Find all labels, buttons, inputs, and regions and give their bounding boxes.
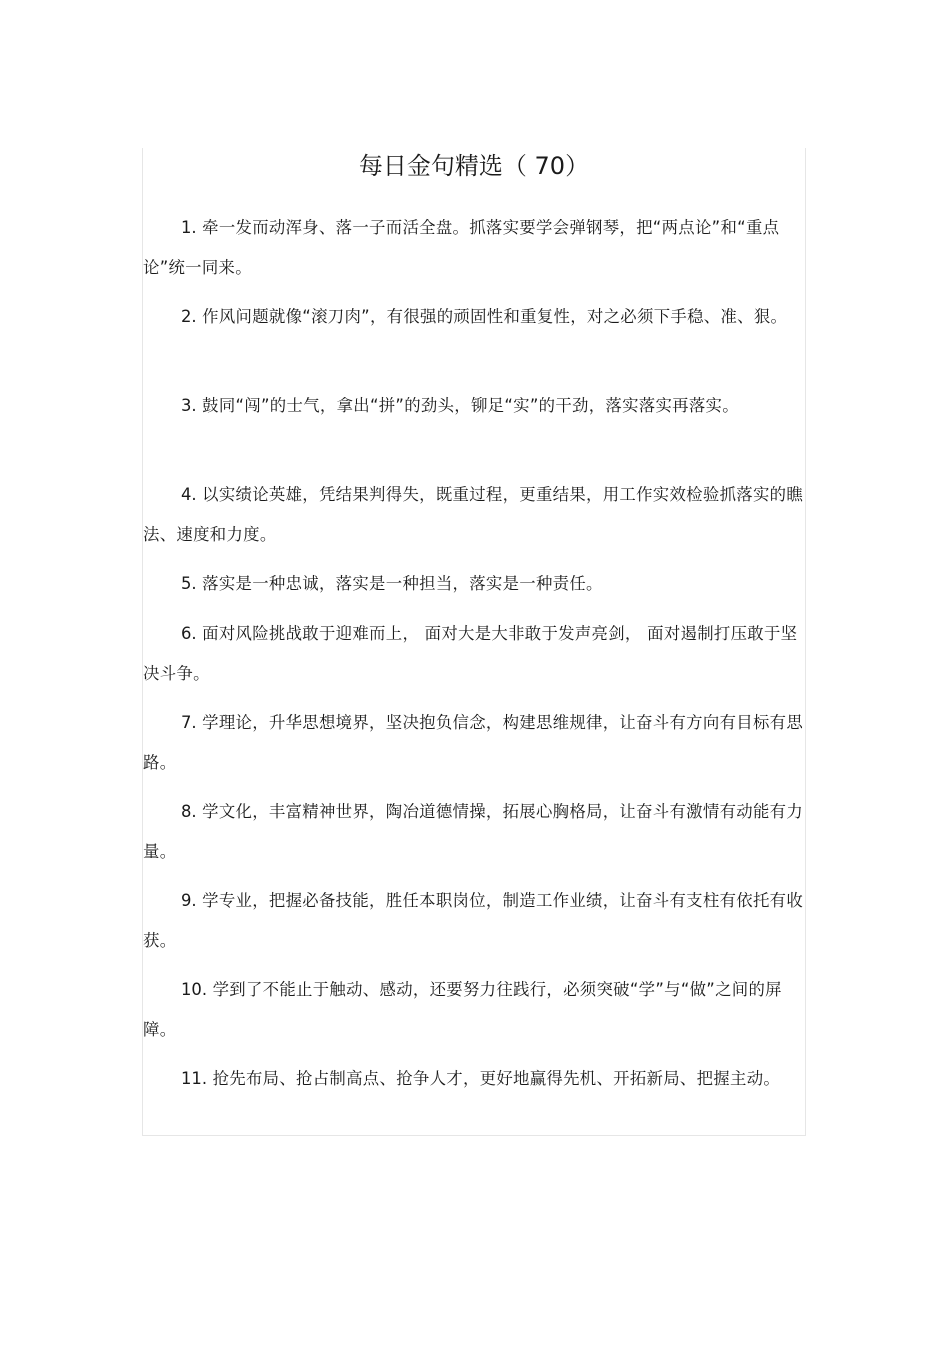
- quote-number: 6.: [181, 624, 197, 643]
- quote-number: 1.: [181, 218, 197, 237]
- quote-item: [143, 297, 808, 337]
- quote-item: [143, 792, 808, 872]
- quote-text: 面对风险挑战敢于迎难而上， 面对大是大非敢于发声亮剑， 面对遏制打压敢于坚决斗争。: [143, 624, 798, 683]
- quote-text: 抢先布局、抢占制高点、抢争人才，更好地赢得先机、开拓新局、把握主动。: [212, 1069, 781, 1088]
- quote-text: 牵一发而动浑身、落一子而活全盘。抓落实要学会弹钢琴，把“两点论”和“重点论”统一同来。: [143, 218, 780, 277]
- quote-number: 10.: [181, 980, 208, 999]
- quote-number: 9.: [181, 891, 197, 910]
- quote-item: [143, 703, 808, 783]
- quote-item: [143, 208, 808, 288]
- quote-number: 7.: [181, 713, 197, 732]
- quote-text: 落实是一种忠诚，落实是一种担当，落实是一种责任。: [202, 574, 603, 593]
- quote-text: 学专业，把握必备技能，胜任本职岗位，制造工作业绩，让奋斗有支柱有依托有收获。: [143, 891, 804, 950]
- quote-text: 作风问题就像“滚刀肉”，有很强的顽固性和重复性，对之必须下手稳、准、狠。: [202, 307, 788, 326]
- quote-item: [143, 386, 808, 426]
- document-title: 每日金句精选（ 70）: [358, 152, 590, 180]
- quote-text: 学到了不能止于触动、感动，还要努力往践行，必须突破“学”与“做”之间的屏障。: [143, 980, 782, 1039]
- quote-item: [143, 1059, 808, 1099]
- quote-item: [143, 475, 808, 555]
- quote-number: 4.: [181, 485, 197, 504]
- quote-text: 学理论，升华思想境界，坚决抱负信念，构建思维规律，让奋斗有方向有目标有思路。: [143, 713, 804, 772]
- quote-text: 学文化，丰富精神世界，陶冶道德情操，拓展心胸格局，让奋斗有激情有动能有力量。: [143, 802, 804, 861]
- quote-item: [143, 564, 808, 604]
- quote-number: 8.: [181, 802, 197, 821]
- quote-item: [143, 970, 808, 1050]
- quote-number: 2.: [181, 307, 197, 326]
- quote-item: [143, 881, 808, 961]
- quote-number: 11.: [181, 1069, 208, 1088]
- quote-number: 5.: [181, 574, 197, 593]
- quote-text: 以实绩论英雄，凭结果判得失，既重过程，更重结果，用工作实效检验抓落实的瞧法、速度和力度。: [143, 485, 804, 544]
- quote-text: 鼓同“闯”的士气，拿出“拼”的劲头，铆足“实”的干劲，落实落实再落实。: [202, 396, 739, 415]
- quote-item: [143, 614, 808, 694]
- quote-number: 3.: [181, 396, 197, 415]
